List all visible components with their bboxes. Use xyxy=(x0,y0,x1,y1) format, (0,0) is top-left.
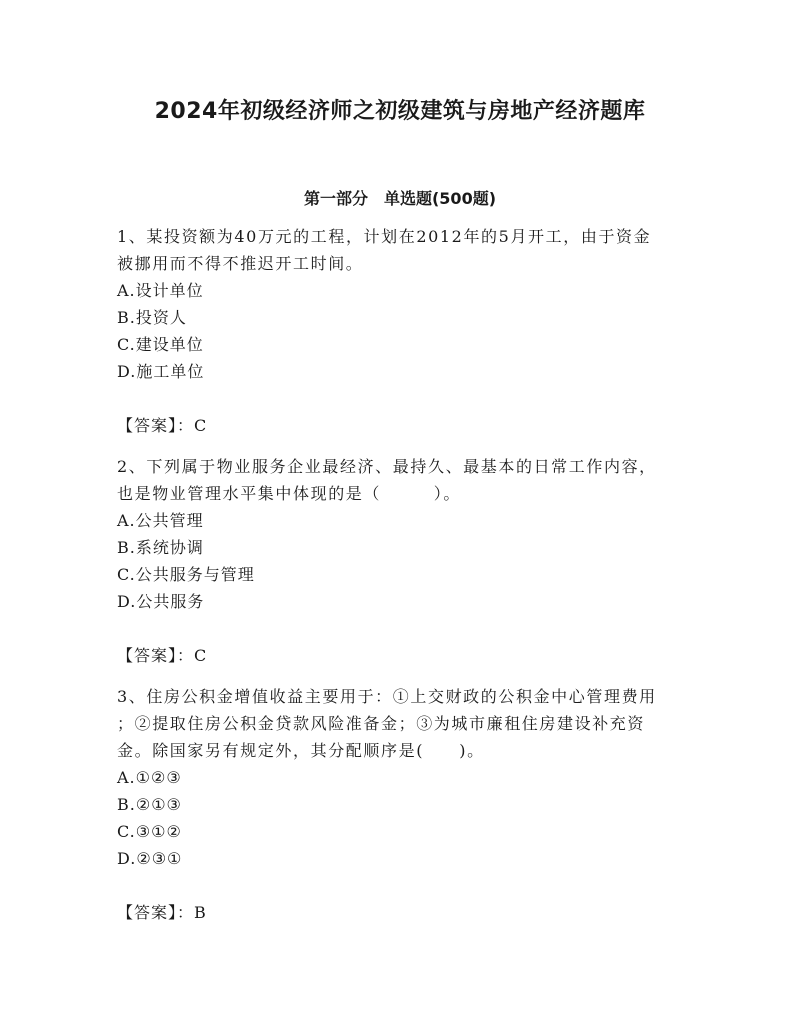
stem-line: 3、住房公积金增值收益主要用于：①上交财政的公积金中心管理费用 xyxy=(117,687,657,706)
stem-line: 2、下列属于物业服务企业最经济、最持久、最基本的日常工作内容， xyxy=(117,457,657,476)
option-d: D.公共服务 xyxy=(117,592,205,611)
answer-line: 【答案】：C xyxy=(117,416,208,435)
section-heading: 第一部分 单选题(500题) xyxy=(303,189,497,208)
document-title: 2024年初级经济师之初级建筑与房地产经济题库 xyxy=(154,99,646,124)
question-3 xyxy=(117,683,689,926)
option-a: A.①②③ xyxy=(117,768,182,787)
answer-line: 【答案】：B xyxy=(117,903,207,922)
option-c: C.建设单位 xyxy=(117,335,204,354)
stem-line: 被挪用而不得不推迟开工时间。 xyxy=(117,254,364,273)
stem-line: ；②提取住房公积金贷款风险准备金；③为城市廉租住房建设补充资 xyxy=(117,714,646,733)
question-stem xyxy=(117,223,689,277)
question-stem xyxy=(117,683,689,764)
answer-line: 【答案】：C xyxy=(117,646,208,665)
stem-line: 也是物业管理水平集中体现的是（ ）。 xyxy=(117,484,462,503)
option-c: C.③①② xyxy=(117,822,182,841)
question-stem xyxy=(117,453,689,507)
stem-line: 金。除国家另有规定外，其分配顺序是( )。 xyxy=(117,741,485,760)
option-b: B.投资人 xyxy=(117,308,187,327)
option-d: D.施工单位 xyxy=(117,362,205,381)
option-c: C.公共服务与管理 xyxy=(117,565,255,584)
question-1 xyxy=(117,223,689,439)
question-2 xyxy=(117,453,689,669)
option-b: B.系统协调 xyxy=(117,538,204,557)
option-d: D.②③① xyxy=(117,849,183,868)
stem-line: 1、某投资额为40万元的工程，计划在2012年的5月开工，由于资金 xyxy=(117,227,652,246)
option-b: B.②①③ xyxy=(117,795,182,814)
option-a: A.设计单位 xyxy=(117,281,204,300)
option-a: A.公共管理 xyxy=(117,511,204,530)
